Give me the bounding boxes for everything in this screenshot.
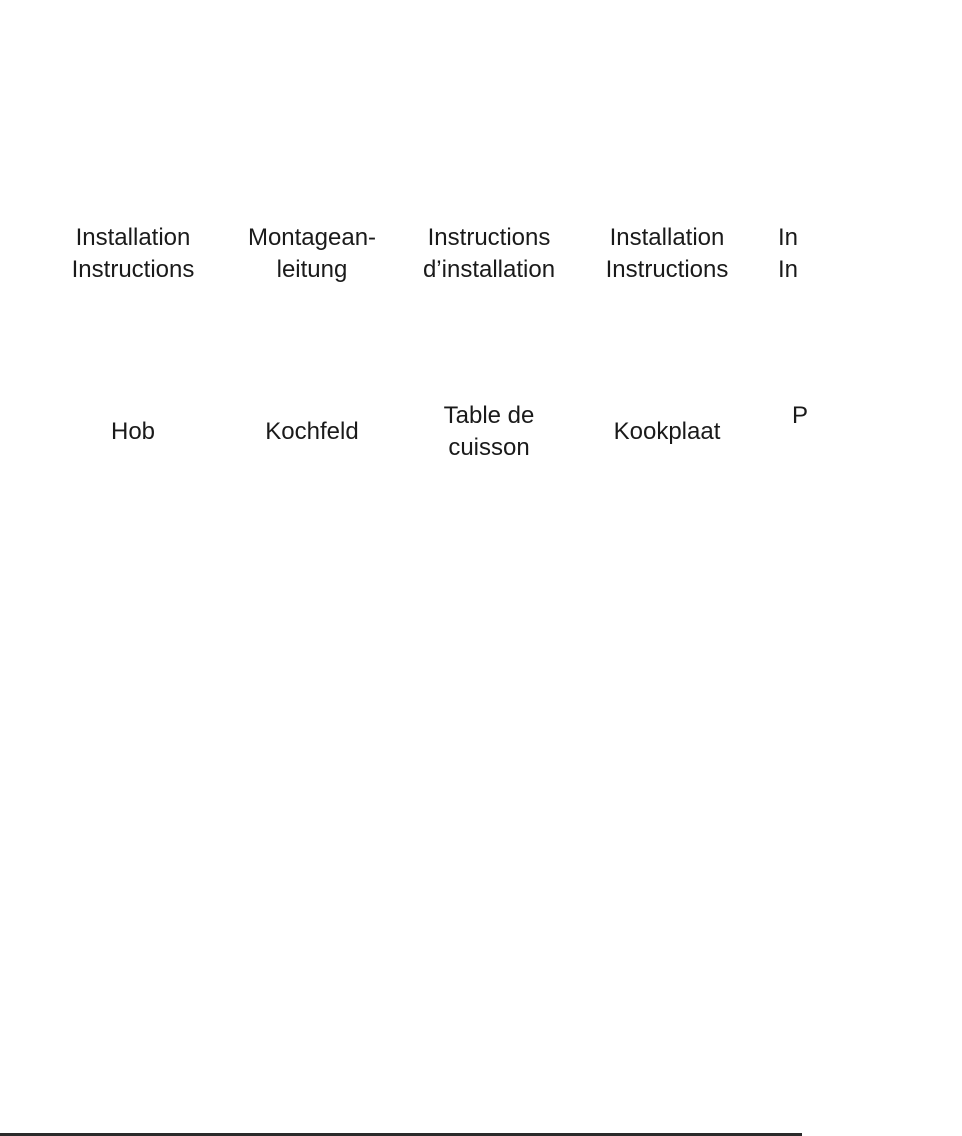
title-en: Installation Instructions	[71, 224, 195, 283]
product-fr: Table de cuisson	[443, 402, 535, 461]
title-cut-off: In In	[778, 224, 799, 283]
title-fr: Instructions d’installation	[422, 224, 556, 283]
product-cut-off: P	[792, 402, 809, 429]
product-nl: Kookplaat	[613, 418, 721, 445]
product-en: Hob	[110, 418, 156, 445]
title-de: Montagean- leitung	[247, 224, 377, 283]
title-nl: Installation Instructions	[605, 224, 729, 283]
product-de: Kochfeld	[265, 418, 359, 445]
